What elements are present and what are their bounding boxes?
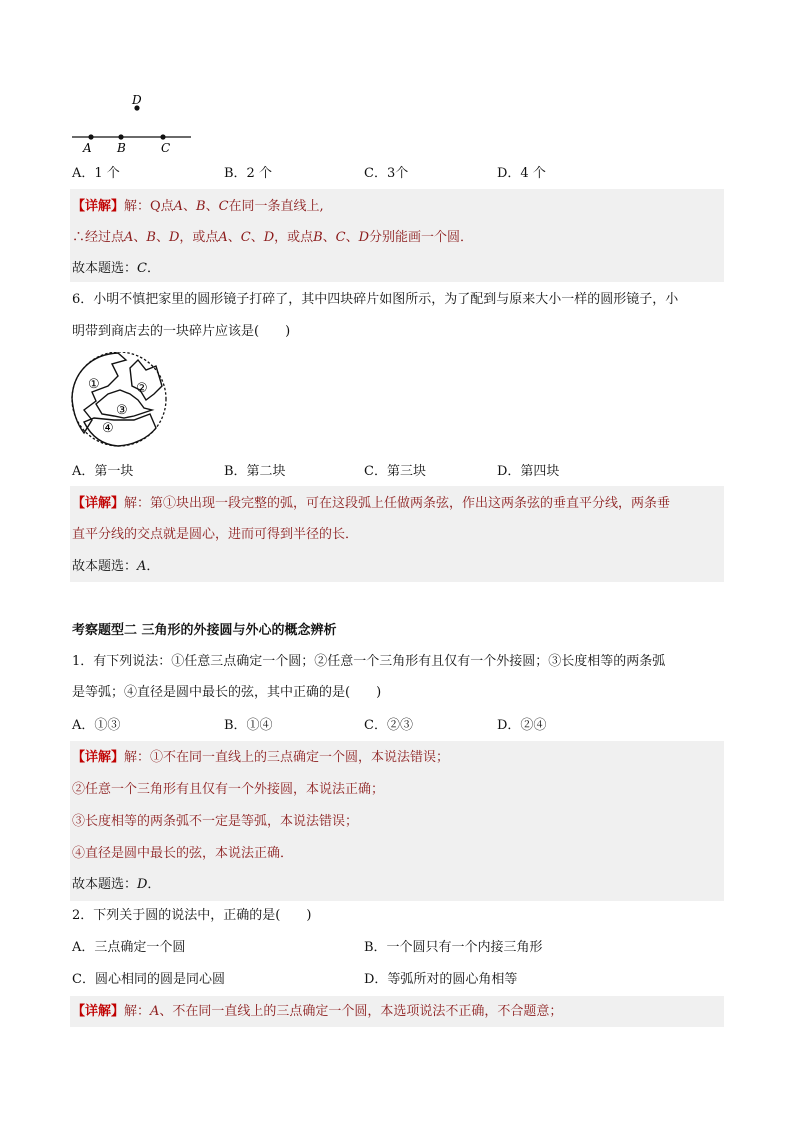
fragment-4-label: ④ — [102, 421, 114, 436]
q2-option-a: A．三点确定一个圆 — [72, 940, 186, 955]
q1-explain-line3: ③长度相等的两条弧不一定是等弧，本说法错误； — [72, 814, 359, 829]
q5-explain-text1: 解：Q点𝐴、𝐵、𝐶在同一条直线上, — [124, 199, 324, 214]
explain-tag: 【详解】 — [72, 1004, 125, 1019]
q5-answer: 故本题选：𝐶． — [72, 261, 160, 276]
q6-option-c: C．第三块 — [364, 464, 426, 479]
q6-explain-line1 — [72, 494, 670, 514]
fragment-1 — [72, 353, 126, 433]
label-c: C — [161, 141, 171, 155]
broken-mirror-figure — [68, 352, 176, 447]
explain-tag: 【详解】 — [72, 199, 125, 214]
q5-explain-line1 — [72, 197, 324, 217]
q2-explain-line1 — [72, 1002, 562, 1022]
q1-option-a: A．①③ — [72, 718, 121, 733]
q6-answer: 故本题选：𝐴． — [72, 559, 160, 574]
explain-tag: 【详解】 — [72, 496, 125, 511]
q1-option-d: D．②④ — [497, 718, 547, 733]
q6-line1: 6．小明不慎把家里的圆形镜子打碎了，其中四块碎片如图所示，为了配到与原来大小一样的圆形镜子，小 — [72, 292, 679, 307]
q1-explain-line4: ④直径是圆中最长的弦，本说法正确． — [72, 846, 294, 861]
q6-option-a: A．第一块 — [72, 464, 134, 479]
q6-explain-text1: 解：第①块出现一段完整的弧，可在这段弧上任做两条弦，作出这两条弦的垂直平分线，两条垂 — [124, 496, 671, 511]
explain-tag: 【详解】 — [72, 750, 125, 765]
fragment-2-label: ② — [136, 381, 148, 396]
q1-option-b: B．①④ — [224, 718, 273, 733]
q2-option-d: D．等弧所对的圆心角相等 — [364, 972, 518, 987]
q5-option-d: D．4 个 — [497, 166, 546, 181]
fragment-4 — [84, 414, 156, 446]
q1-explain-line2: ②任意一个三角形有且仅有一个外接圆，本说法正确； — [72, 782, 385, 797]
points-line-figure — [66, 90, 196, 158]
q1-explain-text1: 解：①不在同一直线上的三点确定一个圆，本说法错误； — [124, 750, 450, 765]
q6-line2: 明带到商店去的一块碎片应该是( ) — [72, 324, 291, 339]
section-title: 考察题型二 三角形的外接圆与外心的概念辨析 — [72, 623, 337, 638]
q5-option-c: C．3个 — [364, 166, 409, 181]
label-d: D — [132, 93, 142, 107]
q5-explain-line2: ∴经过点𝐴、𝐵、𝐷，或点𝐴、𝐶、𝐷，或点𝐵、𝐶、𝐷分别能画一个圆． — [72, 230, 474, 245]
label-b: B — [117, 141, 126, 155]
point-c — [160, 134, 165, 139]
q1-line1: 1．有下列说法：①任意三点确定一个圆；②任意一个三角形有且仅有一个外接圆；③长度相等的两条弧 — [72, 654, 666, 669]
fragment-1-label: ① — [88, 377, 100, 392]
fragment-3-label: ③ — [116, 403, 128, 418]
q1-option-c: C．②③ — [364, 718, 413, 733]
point-b — [118, 134, 123, 139]
q2-option-b: B．一个圆只有一个内接三角形 — [364, 940, 543, 955]
q2-line1: 2．下列关于圆的说法中，正确的是( ) — [72, 908, 312, 923]
q6-option-d: D．第四块 — [497, 464, 560, 479]
q1-answer: 故本题选：𝐷． — [72, 877, 161, 892]
q5-option-a: A．1 个 — [72, 166, 120, 181]
q5-option-b: B．2 个 — [224, 166, 272, 181]
q2-explain-text1: 解：𝐴、不在同一直线上的三点确定一个圆，本选项说法不正确，不合题意； — [124, 1004, 563, 1019]
label-a: A — [83, 141, 92, 155]
q1-explain-line1 — [72, 748, 449, 768]
q6-explain-line2: 直平分线的交点就是圆心，进而可得到半径的长． — [72, 527, 359, 542]
q6-option-b: B．第二块 — [224, 464, 286, 479]
point-a — [88, 134, 93, 139]
q1-line2: 是等弧；④直径是圆中最长的弦，其中正确的是( ) — [72, 685, 382, 700]
q2-option-c: C．圆心相同的圆是同心圆 — [72, 972, 225, 987]
